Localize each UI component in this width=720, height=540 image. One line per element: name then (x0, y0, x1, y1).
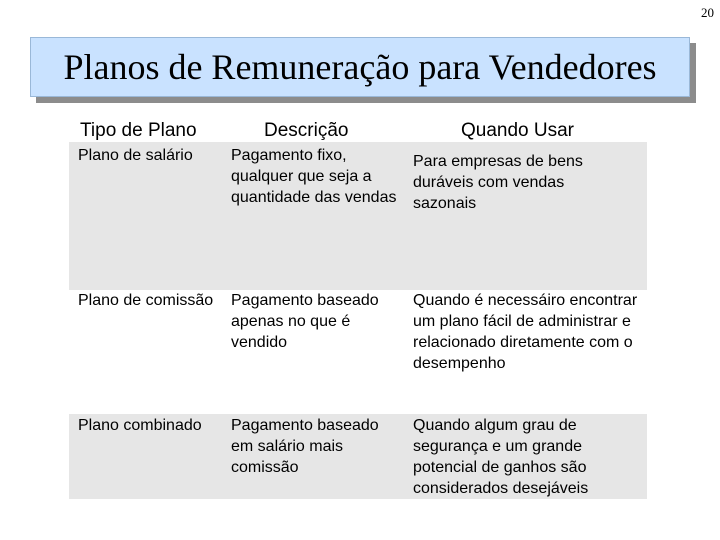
cell-description: Pagamento baseado apenas no que é vendido (231, 292, 379, 351)
cell-when-to-use: Quando é necessáiro encontrar um plano fácil de administrar e relacionado diretamente com o desempenho (413, 292, 638, 372)
title-box (30, 37, 690, 97)
header-tipo-de-plano: Tipo de Plano (80, 120, 197, 141)
page-number: 20 (701, 5, 714, 20)
header-descricao: Descrição (264, 120, 349, 141)
cell-plan-type: Plano combinado (78, 417, 202, 434)
cell-plan-type: Plano de comissão (78, 292, 214, 309)
cell-when-to-use: Para empresas de bens duráveis com vendas sazonais (413, 153, 583, 212)
header-quando-usar: Quando Usar (461, 120, 575, 141)
cell-when-to-use: Quando algum grau de segurança e um grande potencial de ganhos são considerados desejáveis (413, 417, 589, 497)
cell-plan-type: Plano de salário (78, 147, 193, 164)
cell-description: Pagamento fixo, qualquer que seja a quantidade das vendas (231, 147, 397, 206)
slide-title: Planos de Remuneração para Vendedores (63, 47, 657, 87)
cell-description: Pagamento baseado em salário mais comissão (231, 417, 379, 476)
